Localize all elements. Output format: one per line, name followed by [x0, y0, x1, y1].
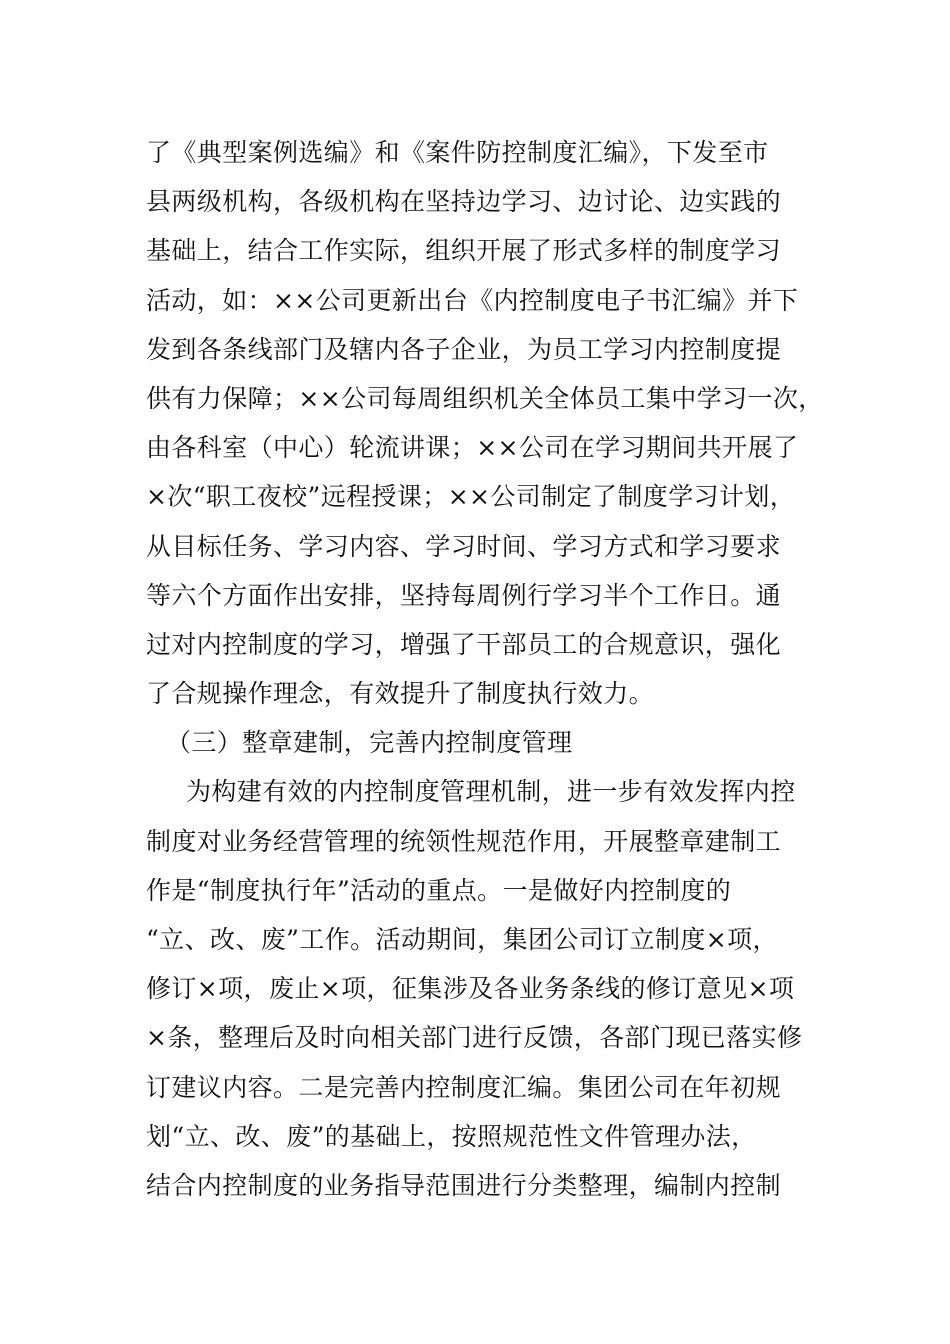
text-line: 作是“制度执行年”活动的重点。一是做好内控制度的 — [146, 875, 732, 905]
text-line: 基础上，结合工作实际，组织开展了形式多样的制度学习 — [146, 236, 782, 266]
text-line: 结合内控制度的业务指导范围进行分类整理，编制内控制 — [146, 1170, 782, 1200]
text-line: 制度对业务经营管理的统领性规范作用，开展整章建制工 — [146, 826, 782, 856]
text-line: 供有力保障；××公司每周组织机关全体员工集中学习一次， — [146, 383, 824, 413]
paragraph-first-line: 为构建有效的内控制度管理机制，进一步有效发挥内控 — [186, 777, 796, 807]
text-line: 了合规操作理念，有效提升了制度执行效力。 — [146, 679, 655, 709]
text-line: 修订×项，废止×项，征集涉及各业务条线的修订意见×项 — [146, 974, 795, 1004]
text-line: “立、改、废”工作。活动期间，集团公司订立制度×项， — [146, 925, 778, 954]
section-heading: （三）整章建制，完善内控制度管理 — [166, 728, 573, 758]
text-line: 了《典型案例选编》和《案件防控制度汇编》，下发至市 — [146, 138, 769, 167]
text-line: 由各科室（中心）轮流讲课；××公司在学习期间共开展了 — [146, 433, 799, 463]
text-line: 划“立、改、废”的基础上，按照规范性文件管理办法， — [146, 1121, 757, 1151]
text-line: 等六个方面作出安排，坚持每周例行学习半个工作日。通 — [146, 580, 782, 610]
text-line: 发到各条线部门及辖内各子企业，为员工学习内控制度提 — [146, 334, 782, 364]
text-line: 过对内控制度的学习，增强了干部员工的合规意识，强化 — [146, 629, 782, 659]
document-body — [146, 128, 826, 1210]
text-line: 活动，如：××公司更新出台《内控制度电子书汇编》并下 — [146, 285, 799, 315]
text-line: 从目标任务、学习内容、学习时间、学习方式和学习要求 — [146, 531, 782, 561]
text-line: ×次“职工夜校”远程授课；××公司制定了制度学习计划， — [146, 482, 796, 512]
text-line: 县两级机构，各级机构在坚持边学习、边讨论、边实践的 — [146, 187, 782, 217]
text-line: 订建议内容。二是完善内控制度汇编。集团公司在年初规 — [146, 1072, 782, 1102]
text-line: ×条，整理后及时向相关部门进行反馈，各部门现已落实修 — [146, 1023, 803, 1053]
